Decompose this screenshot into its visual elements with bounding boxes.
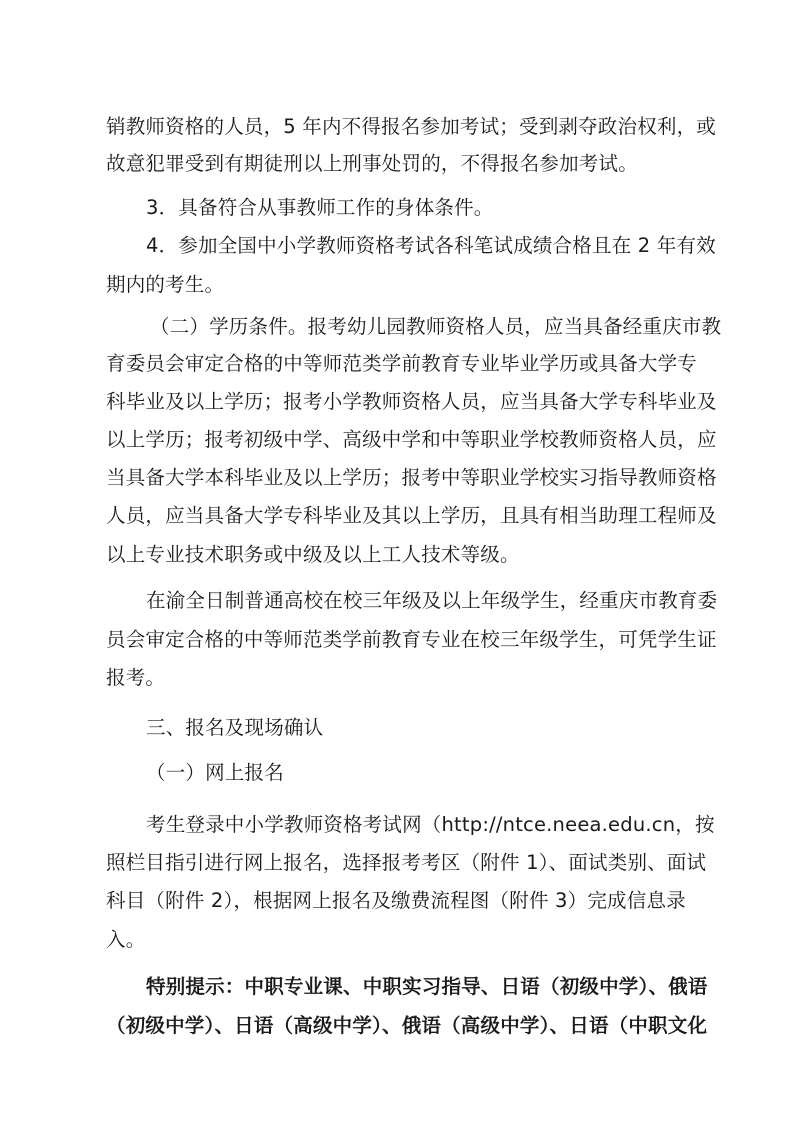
text-line: 考生登录中小学教师资格考试网（http://ntce.neea.edu.cn，按 xyxy=(146,813,715,836)
text-line: 人员，应当具备大学专科毕业及其以上学历，且具有相当助理工程师及 xyxy=(106,504,717,527)
text-line: 以上学历；报考初级中学、高级中学和中等职业学校教师资格人员，应 xyxy=(106,428,717,451)
text-line: 员会审定合格的中等师范类学前教育专业在校三年级学生，可凭学生证 xyxy=(106,628,717,651)
text-line: 照栏目指引进行网上报名，选择报考考区（附件 1）、面试类别、面试 xyxy=(106,851,707,874)
notice-text: （初级中学）、日语（高级中学）、俄语（高级中学）、日语（中职文化 xyxy=(106,1014,708,1037)
text-line: 科毕业及以上学历；报考小学教师资格人员，应当具备大学专科毕业及 xyxy=(106,390,717,413)
subsection-heading: （一）网上报名 xyxy=(146,761,284,784)
text-line: 4．参加全国中小学教师资格考试各科笔试成绩合格且在 2 年有效 xyxy=(146,234,716,257)
text-line: 期内的考生。 xyxy=(106,273,225,296)
notice-text: 特别提示：中职专业课、中职实习指导、日语（初级中学）、俄语 xyxy=(146,975,708,998)
section-heading: 三、报名及现场确认 xyxy=(146,716,324,739)
text-line: 报考。 xyxy=(106,666,166,689)
text-line: 科目（附件 2），根据网上报名及缴费流程图（附件 3）完成信息录 xyxy=(106,889,686,912)
text-line: 销教师资格的人员，5 年内不得报名参加考试；受到剥夺政治权利，或 xyxy=(106,115,717,138)
text-line: 入。 xyxy=(106,928,146,951)
text-line: （二）学历条件。报考幼儿园教师资格人员，应当具备经重庆市教 xyxy=(150,315,722,338)
text-line: 在渝全日制普通高校在校三年级及以上年级学生，经重庆市教育委 xyxy=(146,589,718,612)
text-line: 故意犯罪受到有期徒刑以上刑事处罚的，不得报名参加考试。 xyxy=(106,152,638,175)
text-line: 当具备大学本科毕业及以上学历；报考中等职业学校实习指导教师资格 xyxy=(106,466,717,489)
text-line: 育委员会审定合格的中等师范类学前教育专业毕业学历或具备大学专 xyxy=(106,352,698,375)
text-line: 3．具备符合从事教师工作的身体条件。 xyxy=(146,196,494,219)
text-line: 以上专业技术职务或中级及以上工人技术等级。 xyxy=(106,543,520,566)
